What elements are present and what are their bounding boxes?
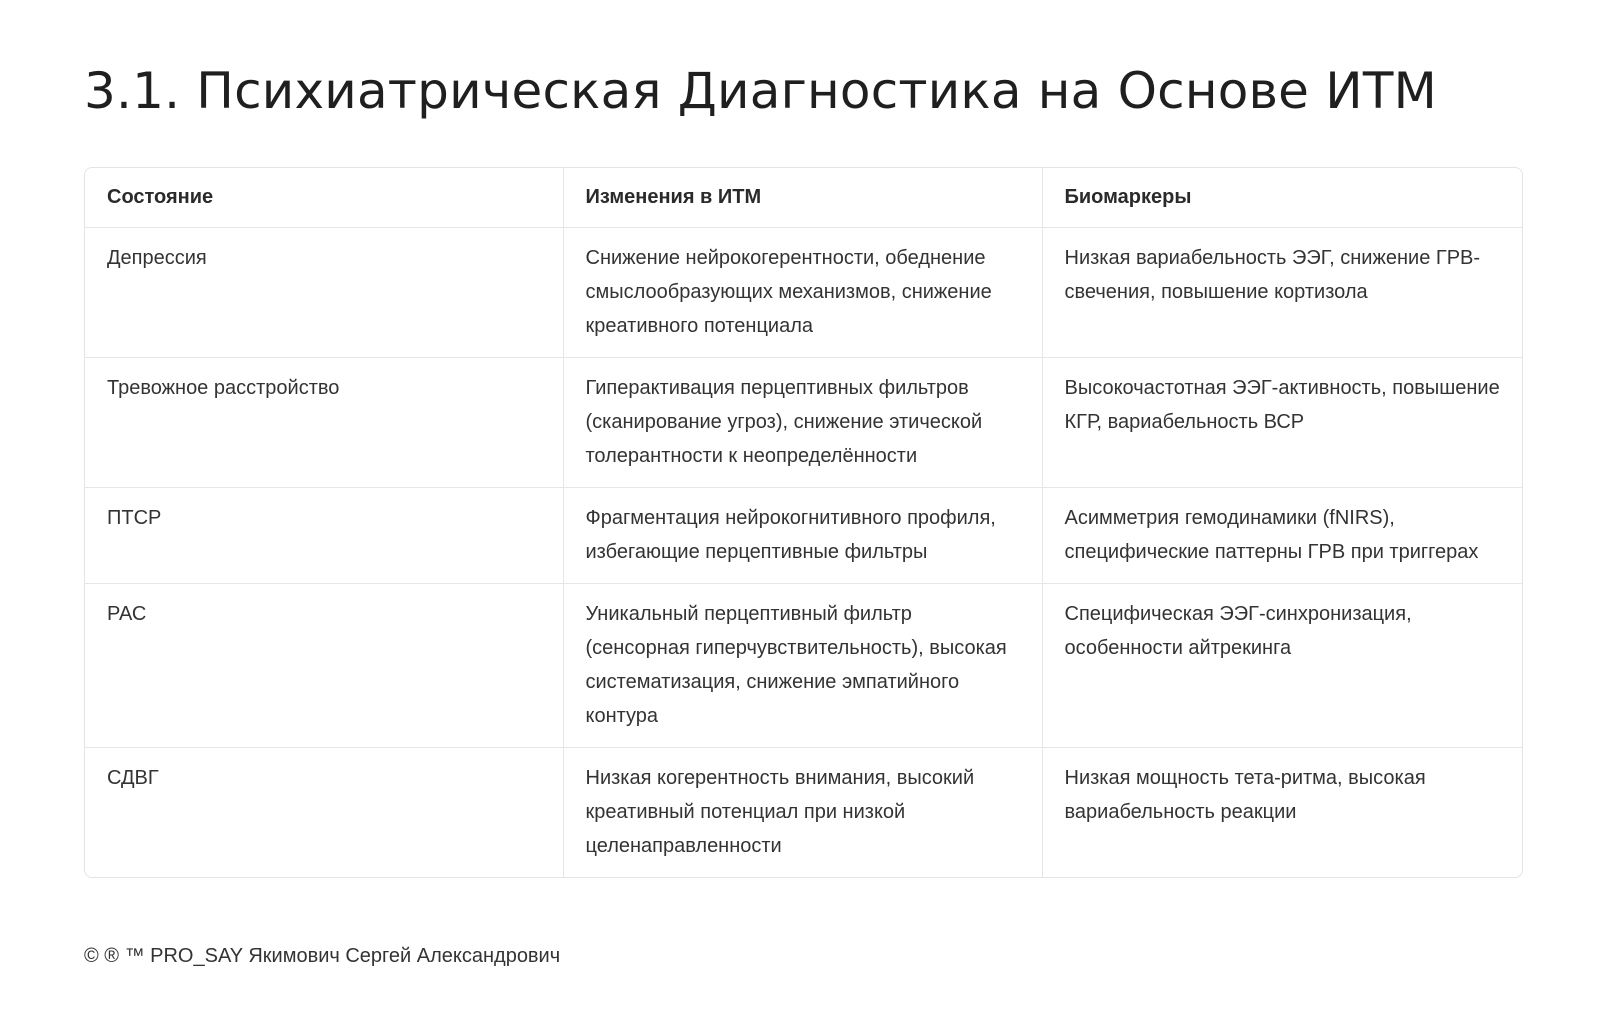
table-row: [85, 228, 1522, 358]
table-header-row: [85, 168, 1522, 228]
cell-changes: Низкая когерентность внимания, высокий креативный потенциал при низкой целенаправленности: [563, 748, 1042, 878]
cell-biomarkers: Низкая мощность тета-ритма, высокая вариабельность реакции: [1064, 767, 1426, 823]
cell-condition: РАС: [85, 584, 563, 748]
cell-condition: ПТСР: [85, 488, 563, 584]
cell-biomarkers: Низкая вариабельность ЭЭГ, снижение ГРВ-свечения, повышение кортизола: [1042, 228, 1522, 358]
cell-condition: Тревожное расстройство: [85, 358, 563, 488]
cell-changes: Снижение нейрокогерентности, обеднение смыслообразующих механизмов, снижение креативного потенциала: [563, 228, 1042, 358]
table-row: [85, 488, 1522, 584]
cell-changes: Уникальный перцептивный фильтр (сенсорная гиперчувствительность), высокая систематизация, снижение эмпатийного контура: [563, 584, 1042, 748]
cell-biomarkers: Асимметрия гемодинамики (fNIRS), специфические паттерны ГРВ при триггерах: [1042, 488, 1522, 584]
cell-biomarkers: Специфическая ЭЭГ-синхронизация, особенности айтрекинга: [1042, 584, 1522, 748]
cell-biomarkers: Высокочастотная ЭЭГ-активность, повышение КГР, вариабельность ВСР: [1042, 358, 1522, 488]
cell-changes: Гиперактивация перцептивных фильтров (сканирование угроз), снижение этической толерантности к неопределённости: [563, 358, 1042, 488]
table-row: [85, 584, 1522, 748]
copyright-footer: © ® ™ PRO_SAY Якимович Сергей Александрович: [84, 945, 561, 967]
cell-condition: СДВГ: [85, 748, 563, 878]
cell-changes: Фрагментация нейрокогнитивного профиля, избегающие перцептивные фильтры: [563, 488, 1042, 584]
table-row: [85, 748, 1522, 878]
diagnostics-table-card: [84, 167, 1523, 878]
column-header-changes: Изменения в ИТМ: [563, 168, 1042, 228]
column-header-biomarkers: Биомаркеры: [1042, 168, 1522, 228]
page-title: 3.1. Психиатрическая Диагностика на Основе ИТМ: [84, 62, 1437, 120]
column-header-condition: Состояние: [85, 168, 563, 228]
diagnostics-table: [85, 168, 1522, 877]
cell-condition: Депрессия: [85, 228, 563, 358]
table-row: [85, 358, 1522, 488]
